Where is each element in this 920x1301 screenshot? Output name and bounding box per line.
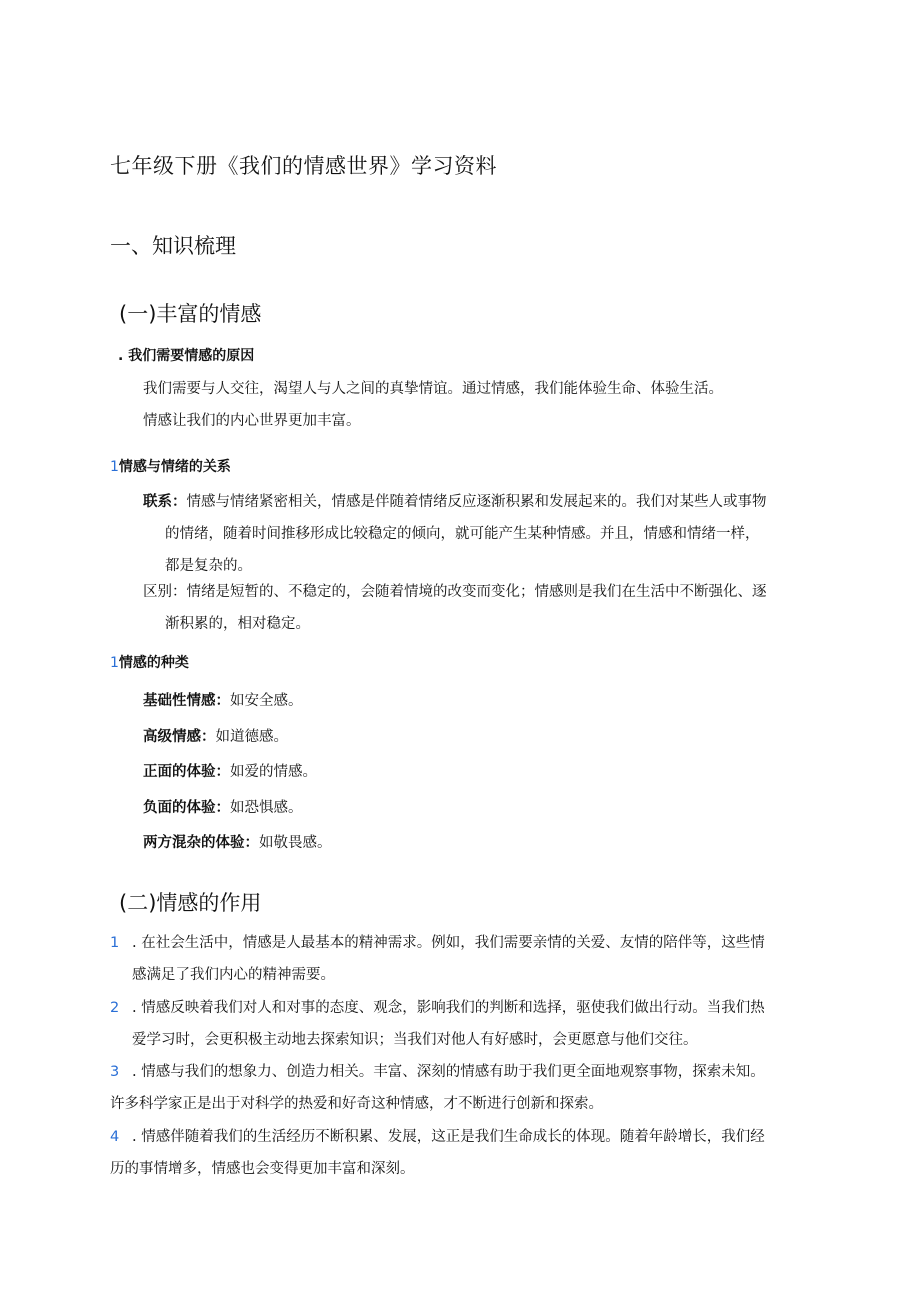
list-marker: 4 — [110, 1129, 120, 1145]
text-line: 区别：情绪是短暂的、不稳定的，会随着情境的改变而变化；情感则是我们在生活中不断强化、逐 — [143, 584, 767, 600]
text-line: . 情感与我们的想象力、创造力相关。丰富、深刻的情感有助于我们更全面地观察事物，探索未知。 — [132, 1064, 765, 1080]
function-item-4 — [110, 1121, 765, 1185]
text-line: 历的事情增多，情感也会变得更加丰富和深刻。 — [110, 1161, 415, 1177]
function-item-3 — [110, 1056, 765, 1120]
item-heading-emotion-relation — [110, 456, 231, 476]
text-line: . 情感伴随着我们的生活经历不断积累、发展，这正是我们生命成长的体现。随着年龄增长，我们经 — [132, 1129, 765, 1145]
item-heading-why-need-emotions: . 我们需要情感的原因 — [118, 348, 255, 364]
text-line: . 在社会生活中，情感是人最基本的精神需求。例如，我们需要亲情的关爱、友情的陪伴等，这些情 — [132, 935, 765, 951]
text-line: 爱学习时，会更积极主动地去探索知识；当我们对他人有好感时，会更愿意与他们交往。 — [132, 1032, 698, 1048]
text-line: 渐积累的，相对稳定。 — [165, 616, 310, 632]
subsection-heading-rich-emotions: (一)丰富的情感 — [119, 302, 262, 326]
item-heading-emotion-types — [110, 652, 189, 672]
item-heading-text: 情感与情绪的关系 — [118, 459, 231, 475]
item-heading-text: 情感的种类 — [118, 655, 189, 671]
list-item: 负面的体验：如恐惧感。 — [143, 799, 303, 816]
list-marker: 3 — [110, 1064, 120, 1080]
text-line: . 情感反映着我们对人和对事的态度、观念，影响我们的判断和选择，驱使我们做出行动。当我们热 — [132, 1000, 765, 1016]
function-item-2 — [110, 992, 765, 1056]
text-line: 许多科学家正是出于对科学的热爱和好奇这种情感，才不断进行创新和探索。 — [110, 1096, 603, 1112]
paragraph-why-need-emotions — [143, 373, 723, 437]
section-heading-knowledge: 一、知识梳理 — [110, 234, 236, 258]
list-item: 两方混杂的体验：如敬畏感。 — [143, 835, 332, 851]
list-marker: 1 — [110, 655, 119, 671]
list-item: 正面的体验：如爱的情感。 — [143, 764, 317, 780]
document-title: 七年级下册《我们的情感世界》学习资料 — [110, 154, 497, 178]
text-line: 情感与情绪紧密相关，情感是伴随着情绪反应逐渐积累和发展起来的。我们对某些人或事物 — [186, 494, 767, 510]
list-marker: 2 — [110, 1000, 120, 1016]
subsection-heading-emotion-functions: (二)情感的作用 — [119, 891, 262, 915]
text-line: 的情绪，随着时间推移形成比较稳定的倾向，就可能产生某种情感。并且，情感和情绪一样， — [165, 526, 760, 542]
label-connection: 联系： — [143, 494, 187, 510]
list-marker: 1 — [110, 459, 119, 475]
text-line: 都是复杂的。 — [165, 558, 252, 574]
text-line: 我们需要与人交往，渴望人与人之间的真挚情谊。通过情感，我们能体验生命、体验生活。 — [143, 381, 723, 397]
list-marker: 1 — [110, 935, 120, 951]
text-line: 情感让我们的内心世界更加丰富。 — [143, 413, 361, 429]
list-item: 基础性情感：如安全感。 — [143, 693, 303, 709]
list-item: 高级情感：如道德感。 — [143, 728, 288, 745]
text-line: 感满足了我们内心的精神需要。 — [132, 967, 335, 983]
emotion-types-list — [143, 684, 332, 862]
function-item-1 — [110, 927, 765, 991]
paragraph-difference — [143, 576, 767, 640]
paragraph-connection — [143, 486, 767, 582]
